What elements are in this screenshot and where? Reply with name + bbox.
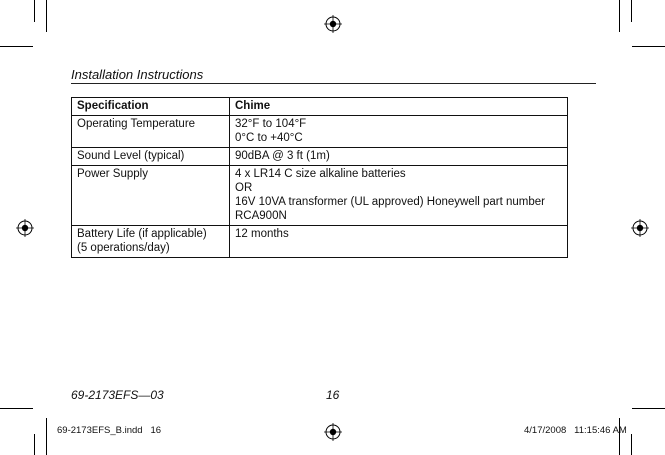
specification-table [71, 97, 568, 258]
spec-value: 4 x LR14 C size alkaline batteries [235, 168, 406, 180]
column-header-chime: Chime [230, 98, 568, 116]
registration-mark-icon [324, 423, 342, 441]
registration-mark-icon [324, 15, 342, 33]
value-cell [230, 116, 568, 148]
spec-value: OR [235, 182, 253, 194]
registration-mark-icon [16, 219, 34, 237]
spec-label: Sound Level (typical) [77, 150, 185, 162]
spec-value: 16V 10VA transformer (UL approved) Honeywell part number [235, 196, 546, 208]
slug-timestamp: 4/17/2008 11:15:46 AM [524, 425, 627, 436]
table-row [72, 116, 568, 148]
crop-mark [46, 0, 47, 32]
spec-label: Battery Life (if applicable) [77, 228, 207, 240]
spec-cell [72, 166, 230, 226]
crop-mark [0, 408, 33, 409]
registration-mark-icon [631, 219, 649, 237]
page-header-title: Installation Instructions [71, 67, 204, 82]
crop-mark [632, 408, 665, 409]
spec-label: Power Supply [77, 168, 148, 180]
spec-value: 0°C to +40°C [235, 132, 303, 144]
crop-mark [619, 0, 620, 32]
spec-value: 32°F to 104°F [235, 118, 307, 130]
crop-mark [0, 46, 33, 47]
spec-label: (5 operations/day) [77, 242, 170, 254]
value-cell [230, 148, 568, 166]
spec-value: 90dBA @ 3 ft (1m) [235, 150, 330, 162]
column-header-specification: Specification [72, 98, 230, 116]
page-number: 16 [326, 388, 340, 402]
crop-mark [632, 46, 665, 47]
document-number: 69-2173EFS—03 [71, 388, 164, 402]
spec-value: RCA900N [235, 210, 287, 222]
value-cell [230, 226, 568, 258]
crop-mark [631, 0, 632, 22]
table-row [72, 226, 568, 258]
spec-cell [72, 148, 230, 166]
table-header-row [72, 98, 568, 116]
slug-file-name: 69-2173EFS_B.indd 16 [57, 425, 162, 436]
crop-mark [46, 418, 47, 455]
spec-value: 12 months [235, 228, 289, 240]
header-rule [71, 83, 596, 84]
crop-mark [34, 0, 35, 22]
spec-cell [72, 116, 230, 148]
crop-mark [631, 434, 632, 455]
spec-label: Operating Temperature [77, 118, 196, 130]
crop-mark [619, 418, 620, 455]
table-row [72, 148, 568, 166]
spec-cell [72, 226, 230, 258]
crop-mark [34, 434, 35, 455]
value-cell [230, 166, 568, 226]
table-row [72, 166, 568, 226]
